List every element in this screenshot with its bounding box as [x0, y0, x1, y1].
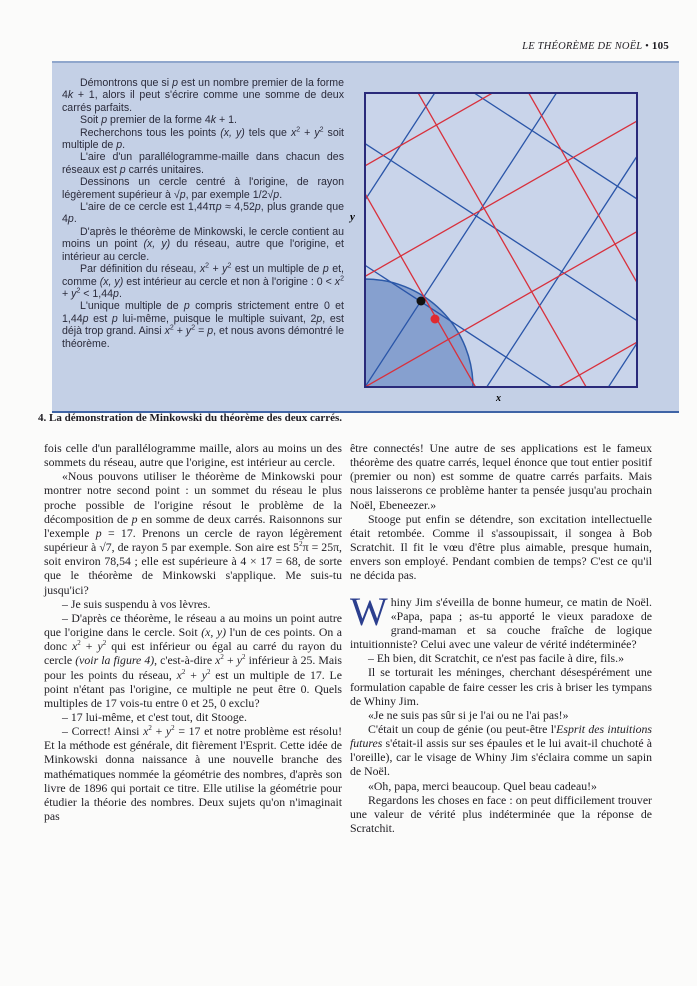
body-paragraph: fois celle d'un parallélogramme maille, alors au moins un des sommets du réseau, autre que l'origine, est intérieur au cercle.: [44, 441, 342, 470]
left-column: [44, 441, 342, 823]
minkowski-lattice-diagram: [52, 63, 679, 411]
body-paragraph: Stooge put enfin se détendre, son excitation intellectuelle était retombée. Comme il s'assoupissait, il songea à Bob Scratchit. Il fit le vœu d'être plus aimable, presque humain, envers son employé. Pendant combien de temps? C'est ce qu'il ne décida pas.: [350, 511, 652, 583]
body-paragraph: – Je suis suspendu à vos lèvres.: [62, 596, 211, 611]
sidebar-paragraph: L'aire de ce cercle est 1,44πp ≈ 4,52p, plus grande que 4p.: [62, 201, 344, 226]
body-paragraph: – D'après ce théorème, le réseau a au moins un point autre que l'origine dans le cercle. Soit (x, y) l'un de ces points. On a donc $x^2 + y^2$ qui est inférieur ou égal au carré du rayon du cercle (voir la figure 4), c'est-à-dire $x^2 + y^2$ inférieur à 25. Mais pour les points du réseau, $x^2 + y^2$ est un multiple de 17. Le point n'étant pas l'origine, ce multiple ne peut être 0. Quels multiples de 17 vois-tu entre 0 et 25, 0 exclu?: [44, 610, 342, 710]
sidebar-paragraph: Soit p premier de la forme 4k + 1.: [80, 114, 237, 127]
right-column-part1: [350, 441, 652, 583]
blue-lattice-line: [52, 409, 679, 411]
body-paragraph: Il se torturait les méninges, cherchant désespérément une formulation capable de faire cesser les cris à briser les tympans de Whiny Jim.: [350, 665, 652, 708]
black-lattice-point: [417, 297, 426, 306]
body-paragraph: – Correct! Ainsi $x^2 + y^2 = 17$ et notre problème est résolu! Et la méthode est générale, dit fièrement l'Esprit. Cette idée de Minkowski donna naissance à une nouvelle branche des mathématiques nommée la géométrie des nombres, d'après son livre de 1896 qui portait ce titre. Elle utilise la géométrie pour étudier la théorie des nombres. Deux sujets qu'on n'imaginait pas: [44, 724, 342, 824]
figure-panel: [52, 61, 679, 413]
running-head: [522, 40, 669, 52]
sidebar-paragraph: D'après le théorème de Minkowski, le cercle contient au moins un point (x, y) du réseau, autre que l'origine, et intérieur au cercle.: [62, 225, 344, 263]
blue-lattice-line: [52, 63, 343, 411]
sidebar-paragraph: Par définition du réseau, $x^2 + y^2$ est un multiple de p et, comme (x, y) est intérieur au cercle et non à l'origine : $0 < x^2 + y^2 < 1,44p$.: [62, 262, 344, 300]
body-paragraph: – Eh bien, dit Scratchit, ce n'est pas facile à dire, fils.»: [368, 651, 625, 666]
red-lattice-line: [52, 63, 311, 411]
section-first-paragraph: [350, 588, 652, 652]
drop-cap: W: [350, 588, 388, 634]
sidebar-paragraph: Dessinons un cercle centré à l'origine, de rayon légèrement supérieur à √p, par exemple 1/2√p.: [62, 176, 344, 201]
sidebar-paragraph: L'aire d'un parallélogramme-maille dans chacun des réseaux est p carrés unitaires.: [62, 151, 344, 176]
running-head-title: LE THÉORÈME DE NOËL: [522, 41, 643, 52]
body-paragraph: Regardons les choses en face : on peut difficilement trouver une valeur de vérité plus indéterminée que la réponse de Scratchit.: [350, 792, 652, 836]
red-lattice-line: [52, 63, 395, 411]
sidebar-paragraph: Démontrons que si p est un nombre premier de la forme 4k + 1, alors il peut s'écrire comme une somme de deux carrés parfaits.: [62, 77, 344, 114]
body-paragraph: «Je ne suis pas sûr si je l'ai ou ne l'ai pas!»: [368, 707, 569, 722]
section-first-paragraph-text: hiny Jim s'éveilla de bonne humeur, ce matin de Noël. «Papa, papa ; as-tu apporté le vieux paradoxe de grand-maman et sa couche fraîche de logique intuitionniste? Celui avec une valeur de vérité indéterminée?: [350, 594, 652, 652]
page-number: 105: [651, 40, 669, 52]
body-paragraph: – 17 lui-même, et c'est tout, dit Stooge.: [62, 709, 247, 724]
y-axis-label: y: [350, 211, 355, 223]
body-paragraph: «Nous pouvons utiliser le théorème de Minkowski pour montrer notre second point : un sommet du réseau le plus proche possible de l'origine résout le problème de la décomposition de p en somme de deux carrés. Raisonnons sur l'exemple p = 17. Prenons un cercle de rayon légèrement supérieur à √7, de rayon 5 par exemple. Son aire est $5^2\pi = 25\pi$, soit environ 78,54 ; elle est supérieure à 4 × 17 = 68, de sorte que le théorème de Minkowski s'applique. Me suis-tu jusqu'ici?: [44, 469, 343, 597]
sidebar-paragraph: Recherchons tous les points (x, y) tels que $x^2 + y^2$ soit multiple de p.: [62, 126, 345, 152]
right-column: [350, 441, 652, 835]
x-axis-label: x: [496, 393, 501, 404]
right-column-part2: [350, 651, 652, 835]
red-lattice-point: [431, 315, 440, 324]
sidebar-paragraph: L'unique multiple de p compris strictement entre 0 et 1,44p est p lui-même, puisque le multiple suivant, 2p, est déjà trop grand. Ainsi $x^2 + y^2 = p$, et nous avons démontré le théorème.: [62, 300, 344, 350]
running-head-bullet: •: [645, 41, 650, 52]
body-paragraph: être connectés! Une autre de ses applications est le fameux théorème des quatre carrés, lequel énonce que tout entier positif (premier ou non) est somme de quatre carrés parfaits. Mais nous laisserons ce problème hanter ta pensée jusqu'au prochain Noël, Ebeneezer.»: [350, 441, 652, 512]
figure-caption: 4. La démonstration de Minkowski du théorème des deux carrés.: [38, 412, 343, 424]
body-paragraph: «Oh, papa, merci beaucoup. Quel beau cadeau!»: [368, 778, 597, 793]
body-paragraph: C'était un coup de génie (ou peut-être l'Esprit des intuitions futures s'était-il assis sur ses épaules et le lui avait-il chuchoté à l'oreille), car le visage de Whiny Jim s'éclaira comme un sapin de Noël.: [350, 721, 652, 779]
